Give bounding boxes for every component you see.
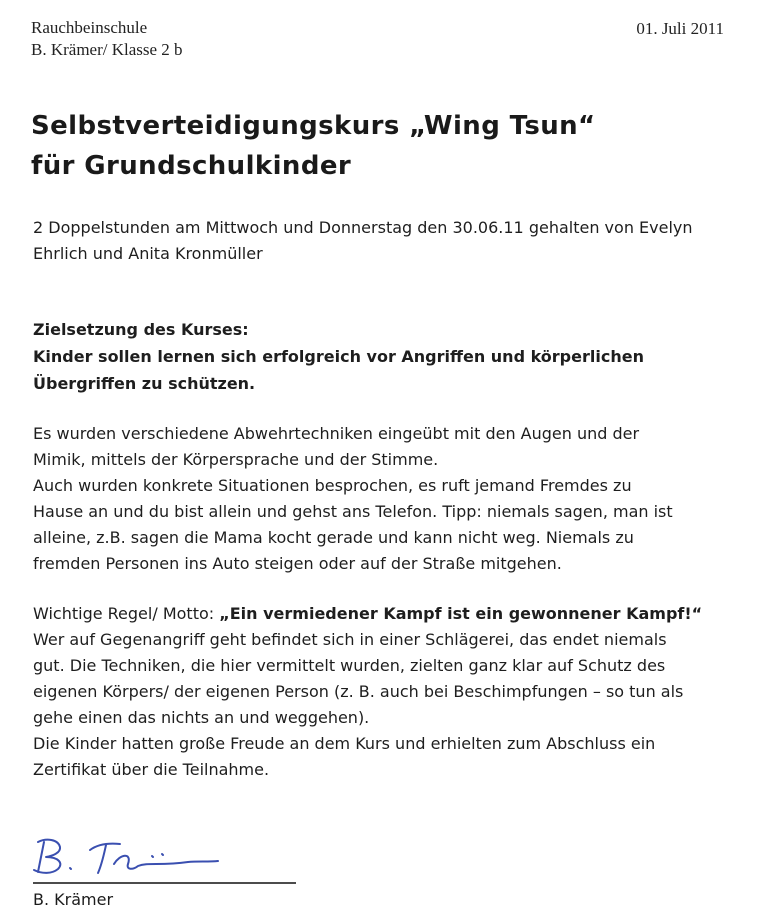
paragraph-line: Es wurden verschiedene Abwehrtechniken eingeübt mit den Augen und der — [33, 424, 640, 443]
title-line-2: für Grundschulkinder — [31, 151, 352, 181]
paragraph-line: Die Kinder hatten große Freude an dem Kurs und erhielten zum Abschluss ein — [33, 734, 656, 753]
paragraph-line: fremden Personen ins Auto steigen oder auf der Straße mitgehen. — [33, 554, 562, 573]
intro-line: Ehrlich und Anita Kronmüller — [33, 244, 263, 263]
paragraph-line: gehe einen das nichts an und weggehen). — [33, 708, 370, 727]
document-title — [31, 106, 596, 186]
handwritten-signature — [28, 832, 228, 882]
goal-line: Übergriffen zu schützen. — [33, 374, 256, 393]
letterhead — [31, 17, 183, 61]
paragraph-line: eigenen Körpers/ der eigenen Person (z. B. auch bei Beschimpfungen – so tun als — [33, 682, 684, 701]
intro-line: 2 Doppelstunden am Mittwoch und Donnerstag den 30.06.11 gehalten von Evelyn — [33, 218, 693, 237]
motto-line — [33, 601, 753, 627]
school-name: Rauchbeinschule — [31, 18, 148, 37]
motto-label: Wichtige Regel/ Motto: — [33, 604, 220, 623]
paragraph-line: Mimik, mittels der Körpersprache und der Stimme. — [33, 450, 439, 469]
signature-line — [33, 882, 296, 884]
paragraph-line: Wer auf Gegenangriff geht befindet sich in einer Schlägerei, das endet niemals — [33, 630, 667, 649]
intro-paragraph — [33, 215, 753, 267]
paragraph-line: Zertifikat über die Teilnahme. — [33, 760, 270, 779]
goal-line: Kinder sollen lernen sich erfolgreich vor Angriffen und körperlichen — [33, 347, 644, 366]
paragraph-line: gut. Die Techniken, die hier vermittelt wurden, zielten ganz klar auf Schutz des — [33, 656, 666, 675]
signatory-name: B. Krämer — [33, 890, 114, 909]
goal-section — [33, 316, 753, 397]
letter-date: 01. Juli 2011 — [636, 19, 724, 38]
title-line-1: Selbstverteidigungskurs „Wing Tsun“ — [31, 111, 596, 141]
motto-paragraph — [33, 601, 753, 783]
paragraph-line: Auch wurden konkrete Situationen besprochen, es ruft jemand Fremdes zu — [33, 476, 632, 495]
motto-text: „Ein vermiedener Kampf ist ein gewonnener Kampf!“ — [219, 604, 703, 623]
teacher-class: B. Krämer/ Klasse 2 b — [31, 40, 183, 59]
paragraph-line: Hause an und du bist allein und gehst ans Telefon. Tipp: niemals sagen, man ist — [33, 502, 673, 521]
techniques-paragraph — [33, 421, 753, 577]
goal-heading: Zielsetzung des Kurses: — [33, 320, 249, 339]
paragraph-line: alleine, z.B. sagen die Mama kocht gerade und kann nicht weg. Niemals zu — [33, 528, 634, 547]
